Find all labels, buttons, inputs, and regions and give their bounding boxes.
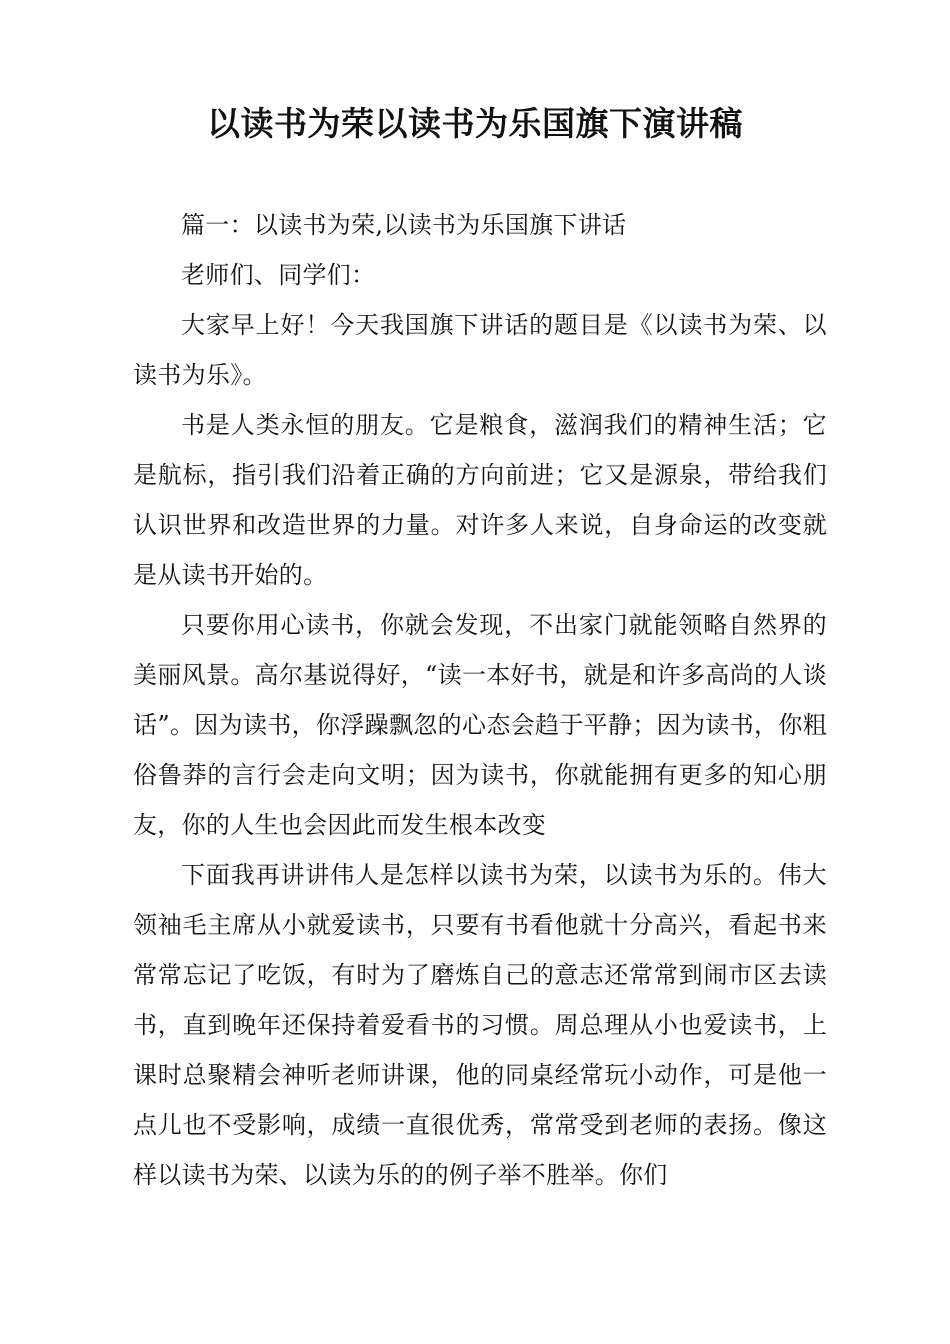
paragraph-greeting: 大家早上好！今天我国旗下讲话的题目是《以读书为荣、以读书为乐》。 [133,311,827,389]
paragraph-section-heading: 篇一：以读书为荣,以读书为乐国旗下讲话 [181,211,627,239]
paragraph-reading-benefits: 只要你用心读书，你就会发现，不出家门就能领略自然界的美丽风景。高尔基说得好，“读一本好书，就是和许多高尚的人谈话”。因为读书，你浮躁飘忽的心态会趋于平静；因为读书，你粗俗鲁莽的言行会走向文明；因为读书，你就能拥有更多的知心朋友，你的人生也会因此而发生根本改变 [133,611,827,839]
paragraph-great-people: 下面我再讲讲伟人是怎样以读书为荣，以读书为乐的。伟大领袖毛主席从小就爱读书，只要有书看他就十分高兴，看起书来常常忘记了吃饭，有时为了磨炼自己的意志还常常到闹市区去读书，直到晚年还保持着爱看书的习惯。周总理从小也爱读书，上课时总聚精会神听老师讲课，他的同桌经常玩小动作，可是他一点儿也不受影响，成绩一直很优秀，常常受到老师的表扬。像这样以读书为荣、以读为乐的的例子举不胜举。你们 [133,861,827,1189]
paragraph-salutation: 老师们、同学们： [181,261,376,289]
document-body [133,200,827,1200]
paragraph-books-friends: 书是人类永恒的朋友。它是粮食，滋润我们的精神生活；它是航标，指引我们沿着正确的方向前进；它又是源泉，带给我们认识世界和改造世界的力量。对许多人来说，自身命运的改变就是从读书开始的。 [133,411,827,589]
document-title: 以读书为荣以读书为乐国旗下演讲稿 [207,104,743,143]
